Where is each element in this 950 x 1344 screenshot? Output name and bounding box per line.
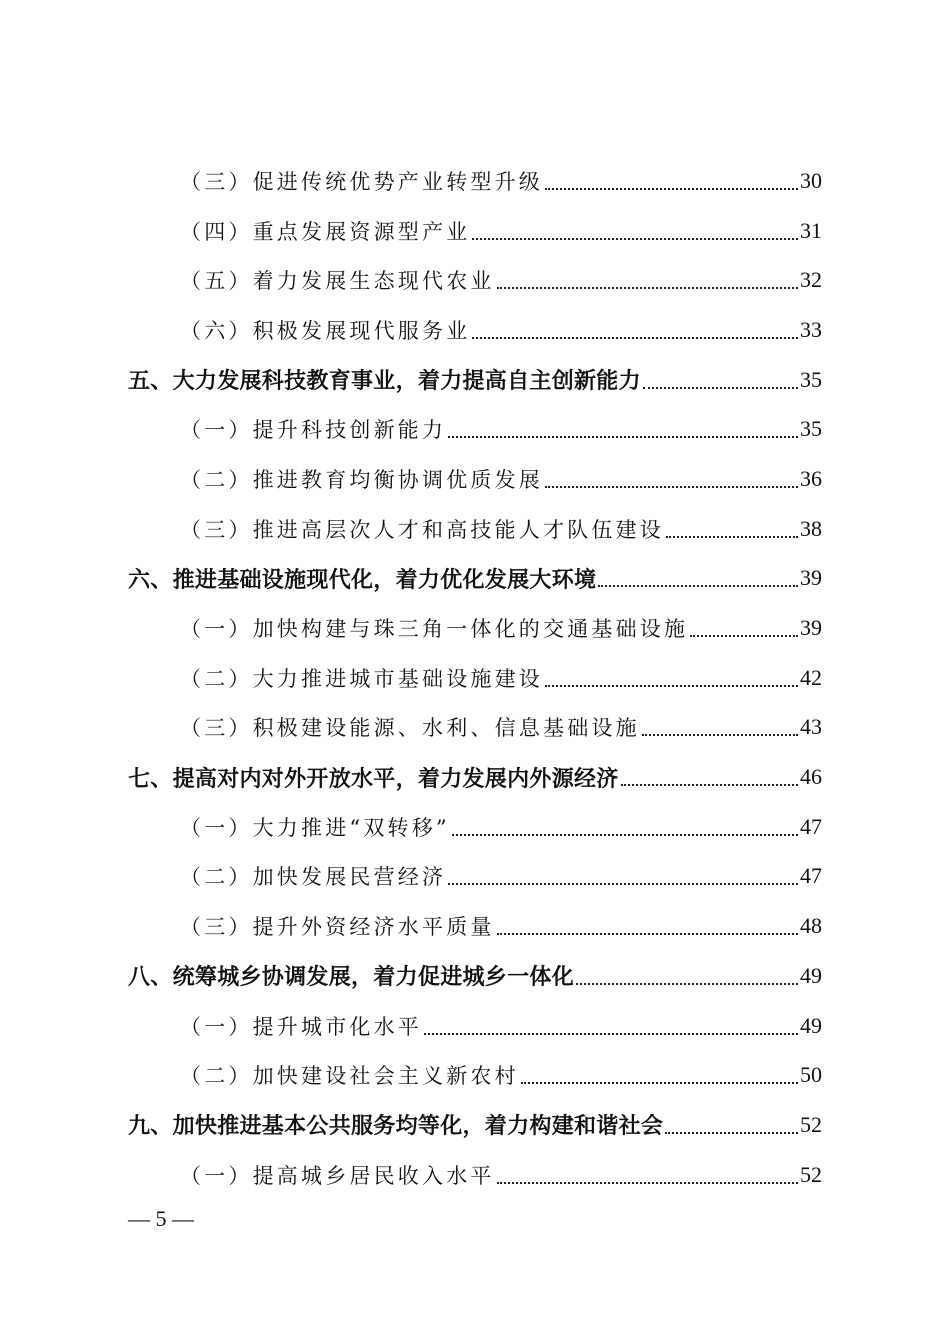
toc-entry-page-number: 35: [800, 366, 822, 392]
toc-dot-leader: [545, 188, 798, 190]
toc-entry-title: 九、加快推进基本公共服务均等化，着力构建和谐社会: [128, 1114, 664, 1140]
toc-entry-page-number: 31: [800, 217, 822, 243]
toc-dot-leader: [643, 387, 798, 389]
toc-section-entry[interactable]: [0, 951, 950, 1001]
toc-dot-leader: [666, 536, 798, 538]
toc-section-entry[interactable]: [0, 355, 950, 405]
toc-subsection-entry[interactable]: [0, 206, 950, 256]
toc-entry-title: （一）加快构建与珠三角一体化的交通基础设施: [180, 617, 689, 642]
toc-dot-leader: [665, 1132, 798, 1134]
toc-subsection-entry[interactable]: [0, 1001, 950, 1051]
toc-subsection-entry[interactable]: [0, 1150, 950, 1200]
toc-entry-title: （二）大力推进城市基础设施建设: [180, 666, 543, 691]
toc-entry-page-number: 47: [800, 863, 822, 889]
toc-subsection-entry[interactable]: [0, 653, 950, 703]
toc-entry-title: （三）提升外资经济水平质量: [180, 915, 495, 940]
toc-entry-title: （一）提高城乡居民收入水平: [180, 1163, 495, 1188]
toc-entry-page-number: 32: [800, 267, 822, 293]
toc-entry-title: （三）促进传统优势产业转型升级: [180, 169, 543, 194]
toc-entry-title: （二）推进教育均衡协调优质发展: [180, 467, 543, 492]
toc-subsection-entry[interactable]: [0, 255, 950, 305]
toc-entry-page-number: 49: [800, 1012, 822, 1038]
toc-section-entry[interactable]: [0, 752, 950, 802]
toc-entry-page-number: 48: [800, 913, 822, 939]
toc-dot-leader: [621, 784, 798, 786]
toc-entry-title: （五）着力发展生态现代农业: [180, 269, 495, 294]
toc-dot-leader: [472, 337, 798, 339]
toc-dot-leader: [448, 883, 798, 885]
toc-entry-page-number: 46: [800, 764, 822, 790]
toc-entry-page-number: 42: [800, 664, 822, 690]
toc-subsection-entry[interactable]: [0, 305, 950, 355]
toc-dot-leader: [497, 287, 798, 289]
toc-dot-leader: [690, 635, 798, 637]
toc-entry-title: 七、提高对内对外开放水平，着力发展内外源经济: [128, 766, 619, 792]
toc-section-entry[interactable]: [0, 1100, 950, 1150]
toc-entry-page-number: 36: [800, 465, 822, 491]
toc-entry-title: 六、推进基础设施现代化，着力优化发展大环境: [128, 567, 597, 593]
toc-section-entry[interactable]: [0, 554, 950, 604]
toc-entry-page-number: 39: [800, 615, 822, 641]
toc-dot-leader: [424, 1033, 798, 1035]
toc-entry-title: （三）积极建设能源、水利、信息基础设施: [180, 716, 640, 741]
toc-subsection-entry[interactable]: [0, 1050, 950, 1100]
toc-entry-page-number: 50: [800, 1062, 822, 1088]
toc-dot-leader: [472, 238, 798, 240]
toc-entry-page-number: 38: [800, 515, 822, 541]
table-of-contents: [0, 156, 950, 1199]
toc-dot-leader: [452, 834, 798, 836]
toc-entry-page-number: 52: [800, 1111, 822, 1137]
toc-dot-leader: [642, 734, 798, 736]
toc-entry-title: （一）提升城市化水平: [180, 1014, 422, 1039]
toc-subsection-entry[interactable]: [0, 504, 950, 554]
toc-entry-page-number: 33: [800, 316, 822, 342]
toc-subsection-entry[interactable]: [0, 404, 950, 454]
toc-dot-leader: [598, 585, 798, 587]
toc-entry-title: （三）推进高层次人才和高技能人才队伍建设: [180, 517, 664, 542]
toc-subsection-entry[interactable]: [0, 901, 950, 951]
page-number: — 5 —: [128, 1206, 194, 1231]
toc-entry-title: 八、统筹城乡协调发展，着力促进城乡一体化: [128, 965, 575, 991]
toc-entry-page-number: 49: [800, 962, 822, 988]
toc-subsection-entry[interactable]: [0, 703, 950, 753]
toc-entry-title: 五、大力发展科技教育事业，着力提高自主创新能力: [128, 369, 641, 395]
toc-subsection-entry[interactable]: [0, 454, 950, 504]
toc-dot-leader: [448, 436, 798, 438]
toc-dot-leader: [497, 933, 798, 935]
toc-entry-title: （一）提升科技创新能力: [180, 418, 447, 443]
toc-entry-page-number: 43: [800, 714, 822, 740]
toc-dot-leader: [521, 1082, 798, 1084]
toc-entry-title: （四）重点发展资源型产业: [180, 219, 471, 244]
toc-entry-page-number: 52: [800, 1161, 822, 1187]
toc-dot-leader: [545, 486, 798, 488]
toc-entry-page-number: 30: [800, 167, 822, 193]
toc-entry-page-number: 47: [800, 813, 822, 839]
toc-entry-page-number: 35: [800, 416, 822, 442]
toc-subsection-entry[interactable]: [0, 603, 950, 653]
toc-entry-title: （六）积极发展现代服务业: [180, 318, 471, 343]
toc-entry-title: （二）加快建设社会主义新农村: [180, 1064, 519, 1089]
toc-entry-page-number: 39: [800, 565, 822, 591]
toc-dot-leader: [497, 1182, 798, 1184]
toc-subsection-entry[interactable]: [0, 802, 950, 852]
toc-dot-leader: [545, 685, 798, 687]
toc-subsection-entry[interactable]: [0, 156, 950, 206]
toc-entry-title: （一）大力推进“双转移”: [180, 815, 450, 840]
toc-dot-leader: [576, 983, 798, 985]
toc-entry-title: （二）加快发展民营经济: [180, 865, 447, 890]
toc-subsection-entry[interactable]: [0, 852, 950, 902]
